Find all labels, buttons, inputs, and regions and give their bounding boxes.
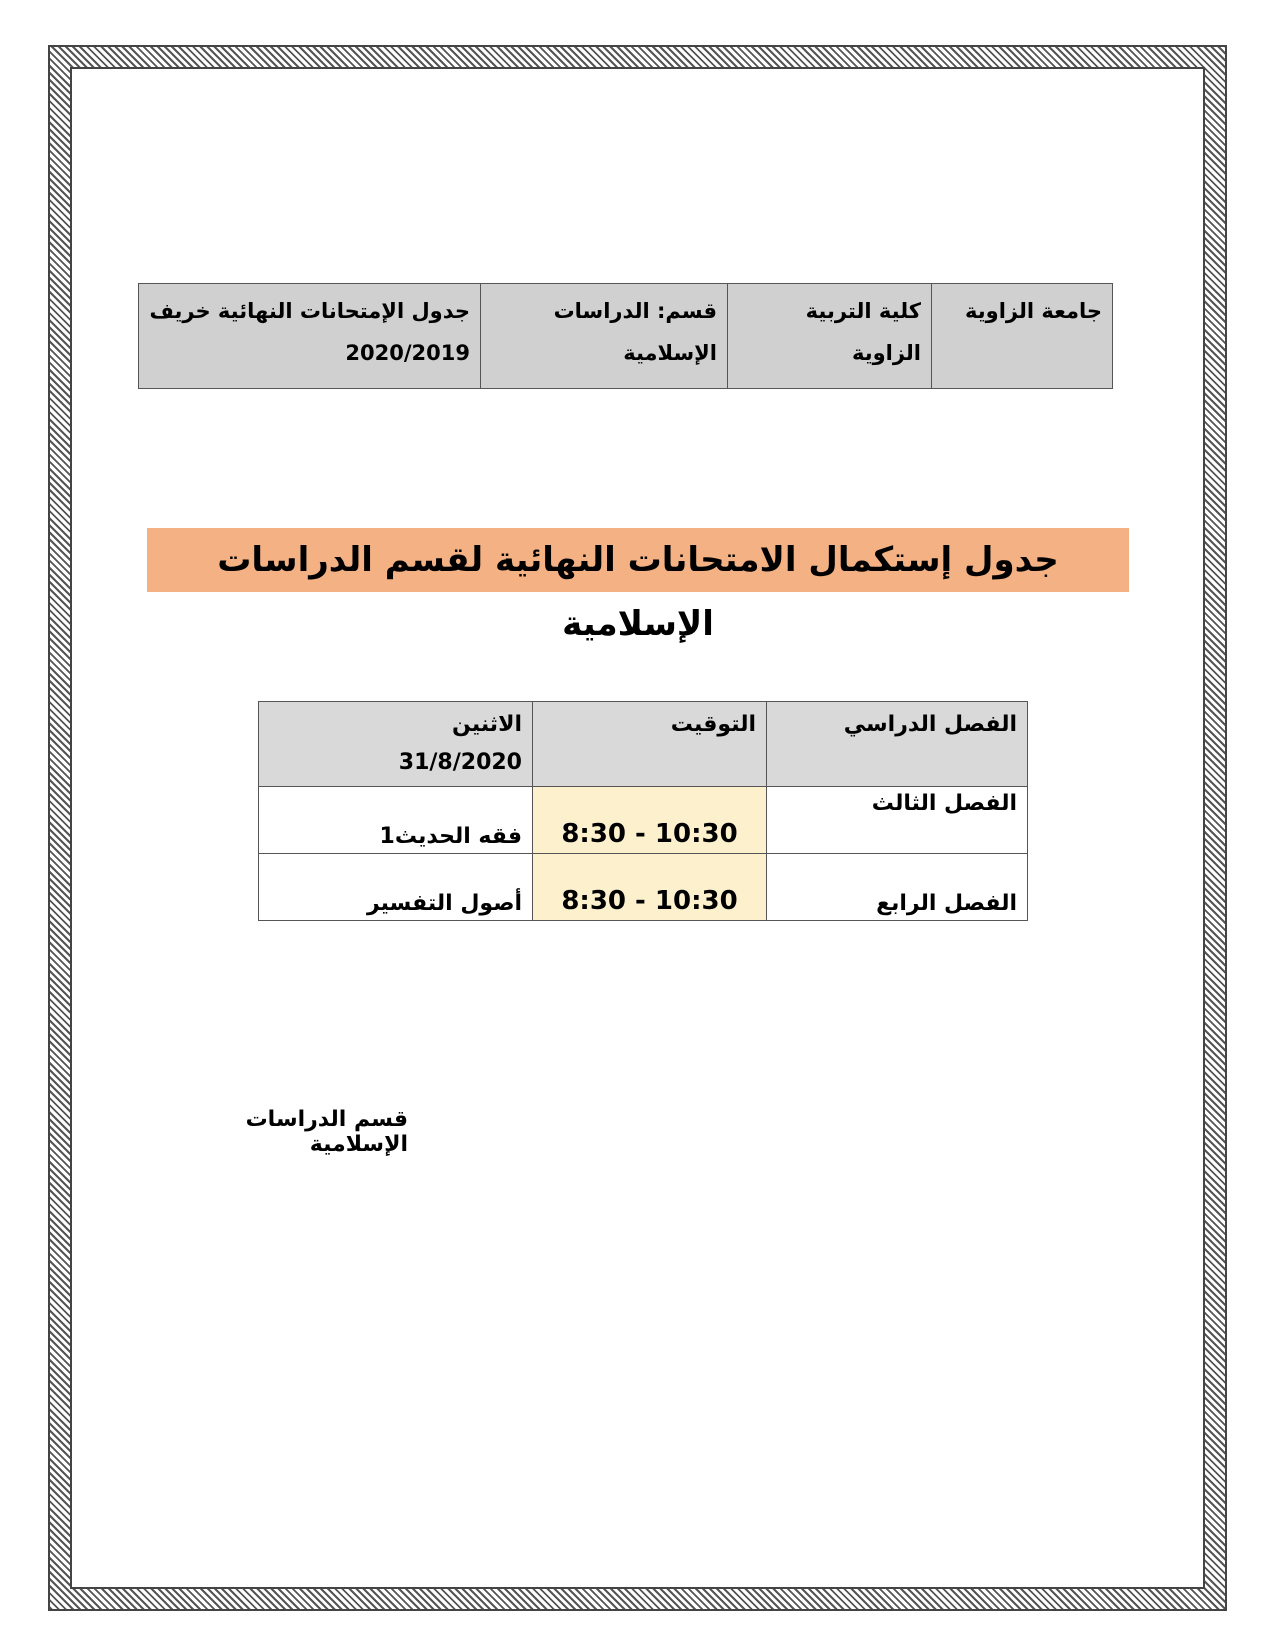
col-header-level: الفصل الدراسي xyxy=(767,702,1028,787)
university-cell xyxy=(932,284,1113,389)
university-name: جامعة الزاوية xyxy=(965,299,1102,323)
subject-cell: فقه الحديث1 xyxy=(259,787,533,854)
level-cell: الفصل الرابع xyxy=(767,854,1028,921)
academic-year: 2020/2019 xyxy=(345,341,470,365)
department-name: قسم: الدراسات الإسلامية xyxy=(553,299,717,365)
day-name: الاثنين xyxy=(452,712,522,737)
schedule-title-cell xyxy=(139,284,481,389)
faculty-name: كلية التربية الزاوية xyxy=(805,299,921,365)
time-cell: 8:30 - 10:30 xyxy=(533,854,767,921)
faculty-cell xyxy=(728,284,932,389)
department-cell xyxy=(481,284,728,389)
department-signature: قسم الدراسات الإسلامية xyxy=(245,1107,408,1157)
col-header-time: التوقيت xyxy=(533,702,767,787)
header-table xyxy=(138,283,1113,389)
page-title: جدول إستكمال الامتحانات النهائية لقسم الدراسات الإسلامية xyxy=(147,528,1129,592)
exam-date: 31/8/2020 xyxy=(398,750,522,775)
table-row xyxy=(259,787,1028,854)
time-cell: 8:30 - 10:30 xyxy=(533,787,767,854)
schedule-header-row xyxy=(259,702,1028,787)
schedule-title: جدول الإمتحانات النهائية خريف xyxy=(149,299,470,323)
table-row xyxy=(259,854,1028,921)
col-header-day xyxy=(259,702,533,787)
level-cell: الفصل الثالث xyxy=(767,787,1028,854)
schedule-table xyxy=(258,701,1028,921)
subject-cell: أصول التفسير xyxy=(259,854,533,921)
